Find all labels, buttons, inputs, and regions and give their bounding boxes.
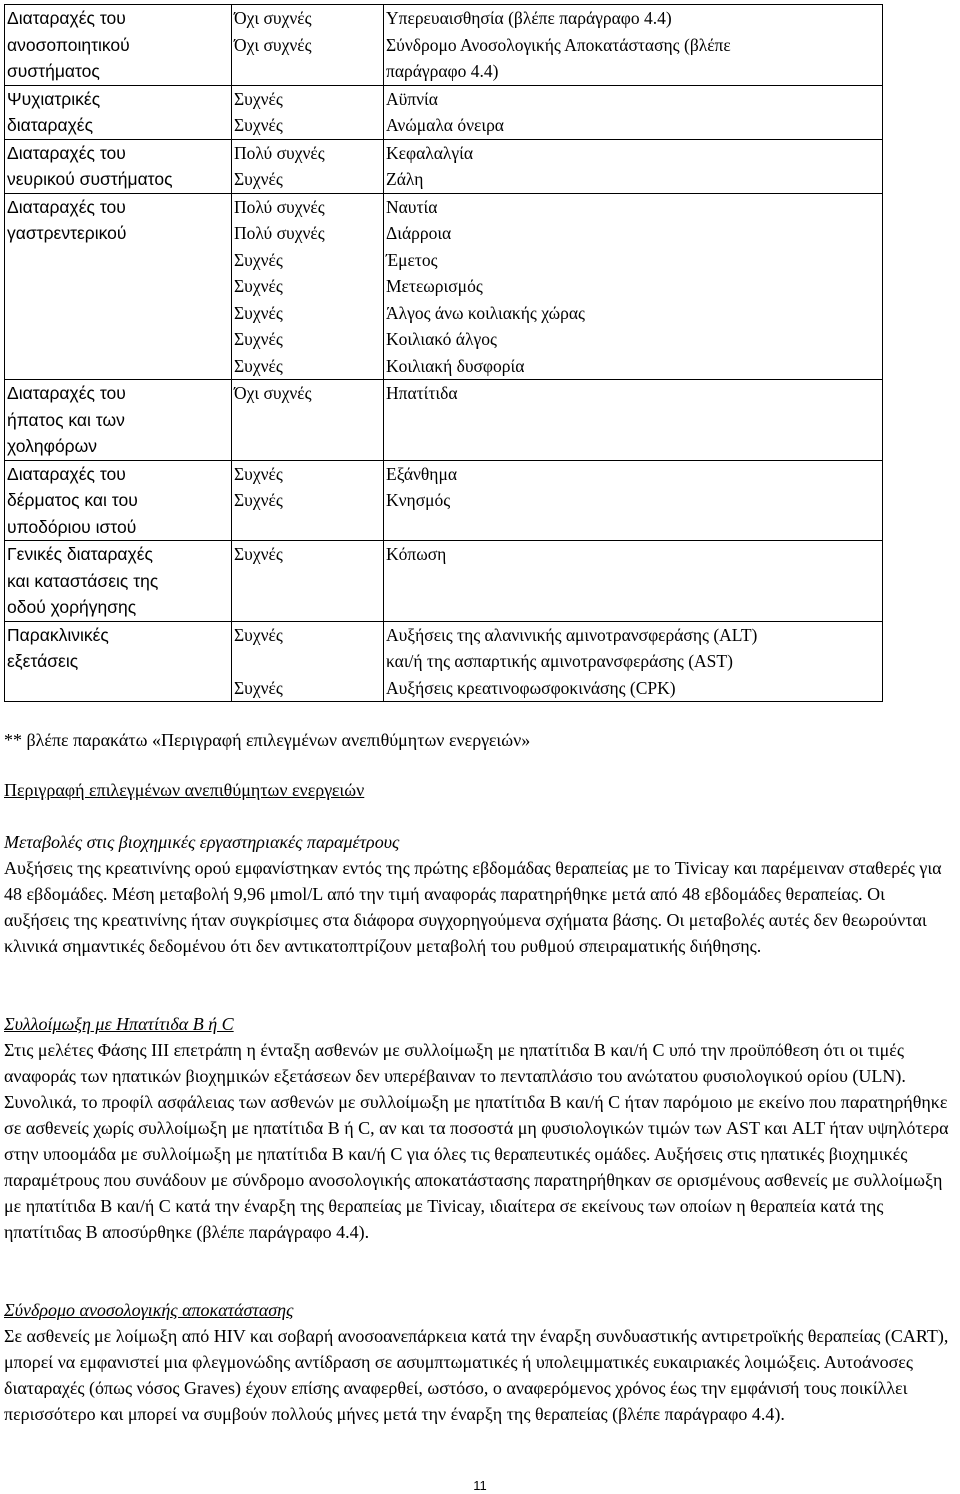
- organ-class-line: εξετάσεις: [7, 651, 79, 671]
- organ-class-cell: [5, 621, 232, 702]
- reaction-cell: [384, 621, 883, 702]
- organ-class-cell: [5, 5, 232, 86]
- reaction-line: Κνησμός: [386, 490, 451, 510]
- frequency-line: Συχνές: [234, 677, 283, 698]
- frequency-cell: [232, 139, 384, 193]
- reaction-line: Ηπατίτιδα: [386, 383, 458, 403]
- subsection-text: Στις μελέτες Φάσης III επετράπη η ένταξη ασθενών με συλλοίμωξη με ηπατίτιδα Β και/ή C υπό την προϋπόθεση ότι οι τιμές αναφοράς των ηπατικών βιοχημικών εξετάσεων δεν υπερέβαιναν το πενταπλάσιο του ανώτατου φυσιολογικού ορίου (ULN). Συνολικά, το προφίλ ασφάλειας των ασθενών με συλλοίμωξη με ηπατίτιδα Β και/ή C ήταν παρόμοιο με εκείνο που παρατηρήθηκε σε ασθενείς χωρίς συλλοίμωξη με ηπατίτιδα Β ή C, αν και τα ποσοστά μη φυσιολογικών τιμών των AST και ALT ήταν υψηλότερα στην υποομάδα με συλλοίμωξη με ηπατίτιδα Β και/ή C για όλες τις θεραπευτικές ομάδες. Αυξήσεις στις ηπατικές βιοχημικές παραμέτρους που συνάδουν με σύνδρομο ανοσολογικής αποκατάστασης παρατηρήθηκαν σε ορισμένους ασθενείς με συλλοίμωξη με ηπατίτιδα Β και/ή C κατά την έναρξη της θεραπείας με Tivicay, ιδιαίτερα σε εκείνους των οποίων η θεραπεία κατά της ηπατίτιδας Β αποσύρθηκε (βλέπε παράγραφο 4.4).: [4, 1040, 949, 1242]
- table-row: [5, 85, 883, 139]
- frequency-line: Συχνές: [234, 544, 283, 564]
- reaction-line: και/ή της ασπαρτικής αμινοτρανσφεράσης (AST): [386, 651, 733, 671]
- footnote: [4, 727, 952, 753]
- section-title: Περιγραφή επιλεγμένων ανεπιθύμητων ενεργειών: [4, 780, 365, 800]
- frequency-line: Συχνές: [234, 249, 283, 270]
- section-heading-block: [4, 777, 952, 803]
- reaction-cell: [384, 541, 883, 622]
- table-row: [5, 139, 883, 193]
- organ-class-line: διαταραχές: [7, 115, 94, 135]
- organ-class-line: Διαταραχές του: [7, 383, 126, 403]
- organ-class-line: Διαταραχές του: [7, 463, 126, 484]
- reaction-line: Ναυτία: [386, 196, 438, 217]
- reaction-cell: [384, 460, 883, 541]
- reaction-cell: [384, 380, 883, 461]
- organ-class-cell: [5, 541, 232, 622]
- table-row: [5, 541, 883, 622]
- organ-class-line: χοληφόρων: [7, 436, 98, 456]
- organ-class-line: οδού χορήγησης: [7, 597, 137, 617]
- reaction-line: Κοιλιακή δυσφορία: [386, 355, 525, 376]
- reaction-line: Ανώμαλα όνειρα: [386, 115, 504, 135]
- frequency-line: Συχνές: [234, 355, 283, 376]
- reaction-cell: [384, 193, 883, 380]
- frequency-line: Όχι συχνές: [234, 8, 312, 28]
- reaction-line: Κόπωση: [386, 544, 447, 564]
- frequency-cell: [232, 541, 384, 622]
- table-row: [5, 621, 883, 702]
- organ-class-line: ανοσοποιητικού: [7, 34, 130, 55]
- reaction-cell: [384, 85, 883, 139]
- reaction-line: Διάρροια: [386, 223, 452, 243]
- organ-class-cell: [5, 193, 232, 380]
- reaction-cell: [384, 5, 883, 86]
- subsection-iris: [4, 1297, 952, 1427]
- organ-class-line: γαστρεντερικού: [7, 223, 127, 243]
- frequency-line: Πολύ συχνές: [234, 142, 325, 163]
- reaction-line: Αυξήσεις κρεατινοφωσφοκινάσης (CPK): [386, 677, 676, 698]
- subsection-text: Σε ασθενείς με λοίμωξη από HIV και σοβαρή ανοσοανεπάρκεια κατά την έναρξη συνδυαστικής αντιρετροϊκής θεραπείας (CART), μπορεί να εμφανιστεί μια φλεγμονώδης αντίδραση σε ασυμπτωματικές ή υπολειμματικές ευκαιριακές λοιμώξεις. Αυτοάνοσες διαταραχές (όπως νόσος Graves) έχουν επίσης αναφερθεί, ωστόσο, ο αναφερόμενος χρόνος έως την εμφάνισή τους ποικίλλει περισσότερο και μπορεί να συμβούν πολλούς μήνες μετά την έναρξη της θεραπείας (βλέπε παράγραφο 4.4).: [4, 1326, 949, 1424]
- organ-class-line: συστήματος: [7, 61, 100, 81]
- reaction-line: Ζάλη: [386, 169, 424, 189]
- frequency-cell: [232, 621, 384, 702]
- table-row: [5, 5, 883, 86]
- organ-class-line: δέρματος και του: [7, 490, 138, 510]
- organ-class-line: ήπατος και των: [7, 409, 125, 430]
- table-row: [5, 380, 883, 461]
- frequency-line: Συχνές: [234, 115, 283, 135]
- reaction-line: Μετεωρισμός: [386, 276, 483, 296]
- subsection-title: Σύνδρομο ανοσολογικής αποκατάστασης: [4, 1300, 294, 1320]
- organ-class-line: Γενικές διαταραχές: [7, 544, 153, 564]
- frequency-line: Συχνές: [234, 276, 283, 296]
- frequency-line: Συχνές: [234, 463, 283, 484]
- subsection-text: Αυξήσεις της κρεατινίνης ορού εμφανίστηκαν εντός της πρώτης εβδομάδας θεραπείας με το Tivicay και παρέμειναν σταθερές για 48 εβδομάδες. Μέση μεταβολή 9,96 μmol/L από την τιμή αναφοράς παρατηρήθηκε μετά από 48 εβδομάδες θεραπείας. Οι αυξήσεις της κρεατινίνης ήταν συγκρίσιμες στα διάφορα συγχορηγούμενα σχήματα βάσης. Οι μεταβολές αυτές δεν θεωρούνται κλινικά σημαντικές δεδομένου ότι δεν αντικατοπτρίζουν μεταβολή του ρυθμού σπειραματικής διήθησης.: [4, 858, 942, 956]
- frequency-cell: [232, 380, 384, 461]
- organ-class-line: Διαταραχές του: [7, 8, 126, 28]
- organ-class-line: Παρακλινικές: [7, 624, 109, 645]
- frequency-line: Πολύ συχνές: [234, 223, 325, 243]
- organ-class-cell: [5, 380, 232, 461]
- page-number: 11: [473, 1478, 487, 1493]
- frequency-line: Συχνές: [234, 88, 283, 109]
- reaction-line: Έμετος: [386, 249, 438, 270]
- frequency-line: Συχνές: [234, 329, 283, 349]
- organ-class-line: και καταστάσεις της: [7, 570, 159, 591]
- frequency-line: Συχνές: [234, 169, 283, 189]
- reaction-line: Κοιλιακό άλγος: [386, 329, 497, 349]
- frequency-line: Όχι συχνές: [234, 383, 312, 403]
- organ-class-line: Διαταραχές του: [7, 142, 126, 163]
- reaction-line: Υπερευαισθησία (βλέπε παράγραφο 4.4): [386, 8, 672, 28]
- frequency-cell: [232, 5, 384, 86]
- footnote-text: ** βλέπε παρακάτω «Περιγραφή επιλεγμένων ανεπιθύμητων ενεργειών»: [4, 730, 531, 750]
- frequency-line: Συχνές: [234, 490, 283, 510]
- adverse-reactions-table: [4, 4, 883, 702]
- reaction-line: παράγραφο 4.4): [386, 61, 499, 81]
- reaction-line: Αυξήσεις της αλανινικής αμινοτρανσφεράσης (ALT): [386, 624, 758, 645]
- reaction-line: Σύνδρομο Ανοσολογικής Αποκατάστασης (βλέπε: [386, 34, 731, 55]
- reaction-line: Κεφαλαλγία: [386, 142, 474, 163]
- subsection-title: Συλλοίμωξη με Ηπατίτιδα Β ή C: [4, 1014, 234, 1034]
- frequency-line: Συχνές: [234, 624, 283, 645]
- frequency-cell: [232, 460, 384, 541]
- frequency-line: Πολύ συχνές: [234, 196, 325, 217]
- organ-class-line: Διαταραχές του: [7, 196, 126, 217]
- organ-class-line: υποδόριου ιστού: [7, 516, 137, 537]
- organ-class-cell: [5, 139, 232, 193]
- frequency-cell: [232, 193, 384, 380]
- frequency-line: [234, 648, 383, 675]
- reaction-line: Εξάνθημα: [386, 463, 458, 484]
- frequency-line: Όχι συχνές: [234, 34, 312, 55]
- organ-class-cell: [5, 460, 232, 541]
- organ-class-line: νευρικού συστήματος: [7, 169, 173, 189]
- table-body: [5, 5, 883, 702]
- reaction-cell: [384, 139, 883, 193]
- subsection-lab-changes: [4, 829, 952, 959]
- table-row: [5, 193, 883, 380]
- organ-class-cell: [5, 85, 232, 139]
- organ-class-line: Ψυχιατρικές: [7, 88, 101, 109]
- frequency-cell: [232, 85, 384, 139]
- frequency-line: Συχνές: [234, 302, 283, 323]
- table-row: [5, 460, 883, 541]
- reaction-line: Αϋπνία: [386, 88, 438, 109]
- subsection-title: Μεταβολές στις βιοχημικές εργαστηριακές παραμέτρους: [4, 832, 400, 852]
- subsection-hepatitis: [4, 1011, 952, 1245]
- reaction-line: Άλγος άνω κοιλιακής χώρας: [386, 302, 585, 323]
